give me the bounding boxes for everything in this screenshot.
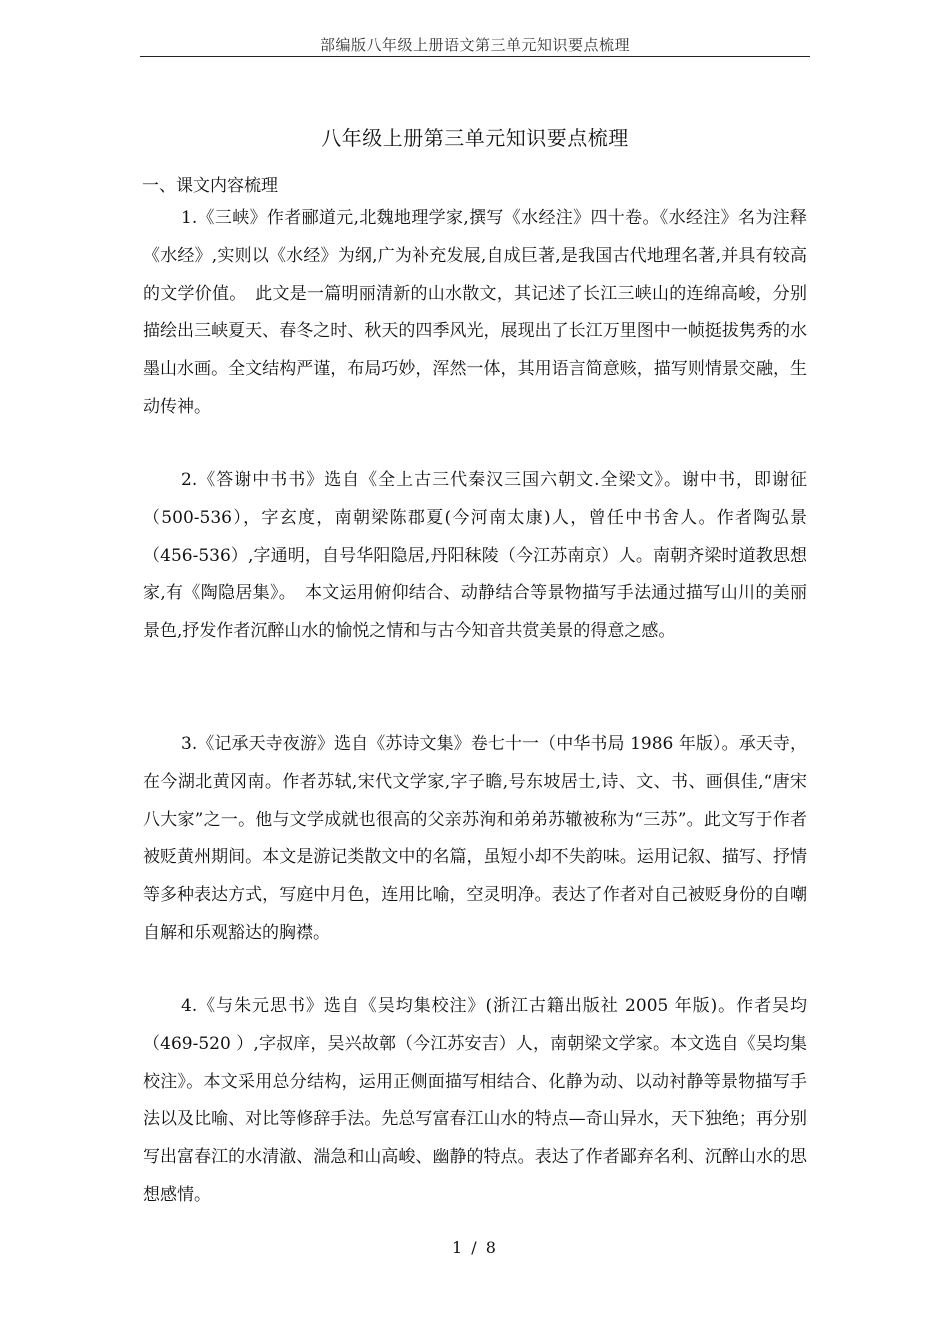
page-number: 1 / 8 (452, 1238, 498, 1257)
running-header: 部编版八年级上册语文第三单元知识要点梳理 (319, 36, 630, 54)
paragraph-ji-chengtiansi-yeyou: 3.《记承天寺夜游》选自《苏诗文集》卷七十一（中华书局 1986 年版）。承天寺，在今湖北黄冈南。作者苏轼,宋代文学家,字子瞻,号东坡居士,诗、文、书、画俱佳,“唐宋八大家”之一。他与文学成就也很高的父亲苏洵和弟弟苏辙被称为“三苏”。此文写于作者被贬黄州期间。本文是游记类散文中的名篇，虽短小却不失韵味。运用记叙、描写、抒情等多种表达方式，写庭中月色，连用比喻，空灵明净。表达了作者对自己被贬身份的自嘲自解和乐观豁达的胸襟。 (143, 734, 807, 943)
paragraph-yu-zhu-yuansi-shu: 4.《与朱元思书》选自《吴均集校注》(浙江古籍出版社 2005 年版)。作者吴均（469-520 ）,字叔庠，吴兴故鄣（今江苏安吉）人，南朝梁文学家。本文选自《吴均集校注》。本文采用总分结构，运用正侧面描写相结合、化静为动、以动衬静等景物描写手法以及比喻、对比等修辞手法。先总写富春江山水的特点—奇山异水，天下独绝；再分别写出富春江的水清澈、湍急和山高峻、幽静的特点。表达了作者鄙弃名利、沉醉山水的思想感情。 (143, 996, 807, 1205)
paragraph-da-xie-zhongshu-shu: 2.《答谢中书书》选自《全上古三代秦汉三国六朝文.全梁文》。谢中书，即谢征（500-536），字玄度，南朝梁陈郡夏(今河南太康)人，曾任中书舍人。作者陶弘景（456-536）,字通明，自号华阳隐居,丹阳秣陵（今江苏南京）人。南朝齐梁时道教思想家,有《陶隐居集》。 本文运用俯仰结合、动静结合等景物描写手法通过描写山川的美丽景色,抒发作者沉醉山水的愉悦之情和与古今知音共赏美景的得意之感。 (143, 470, 807, 642)
section-heading: 一、课文内容梳理 (142, 176, 278, 196)
paragraph-sanxia: 1.《三峡》作者郦道元,北魏地理学家,撰写《水经注》四十卷。《水经注》名为注释《水经》,实则以《水经》为纲,广为补充发展,自成巨著,是我国古代地理名著,并具有较高的文学价值。 此文是一篇明丽清新的山水散文，其记述了长江三峡山的连绵高峻，分别描绘出三峡夏天、春冬之时、秋天的四季风光，展现出了长江万里图中一帧挺拔隽秀的水墨山水画。全文结构严谨，布局巧妙，浑然一体，其用语言简意赅，描写则情景交融，生动传神。 (143, 208, 807, 417)
document-title: 八年级上册第三单元知识要点梳理 (321, 126, 629, 150)
header-divider (140, 56, 810, 57)
